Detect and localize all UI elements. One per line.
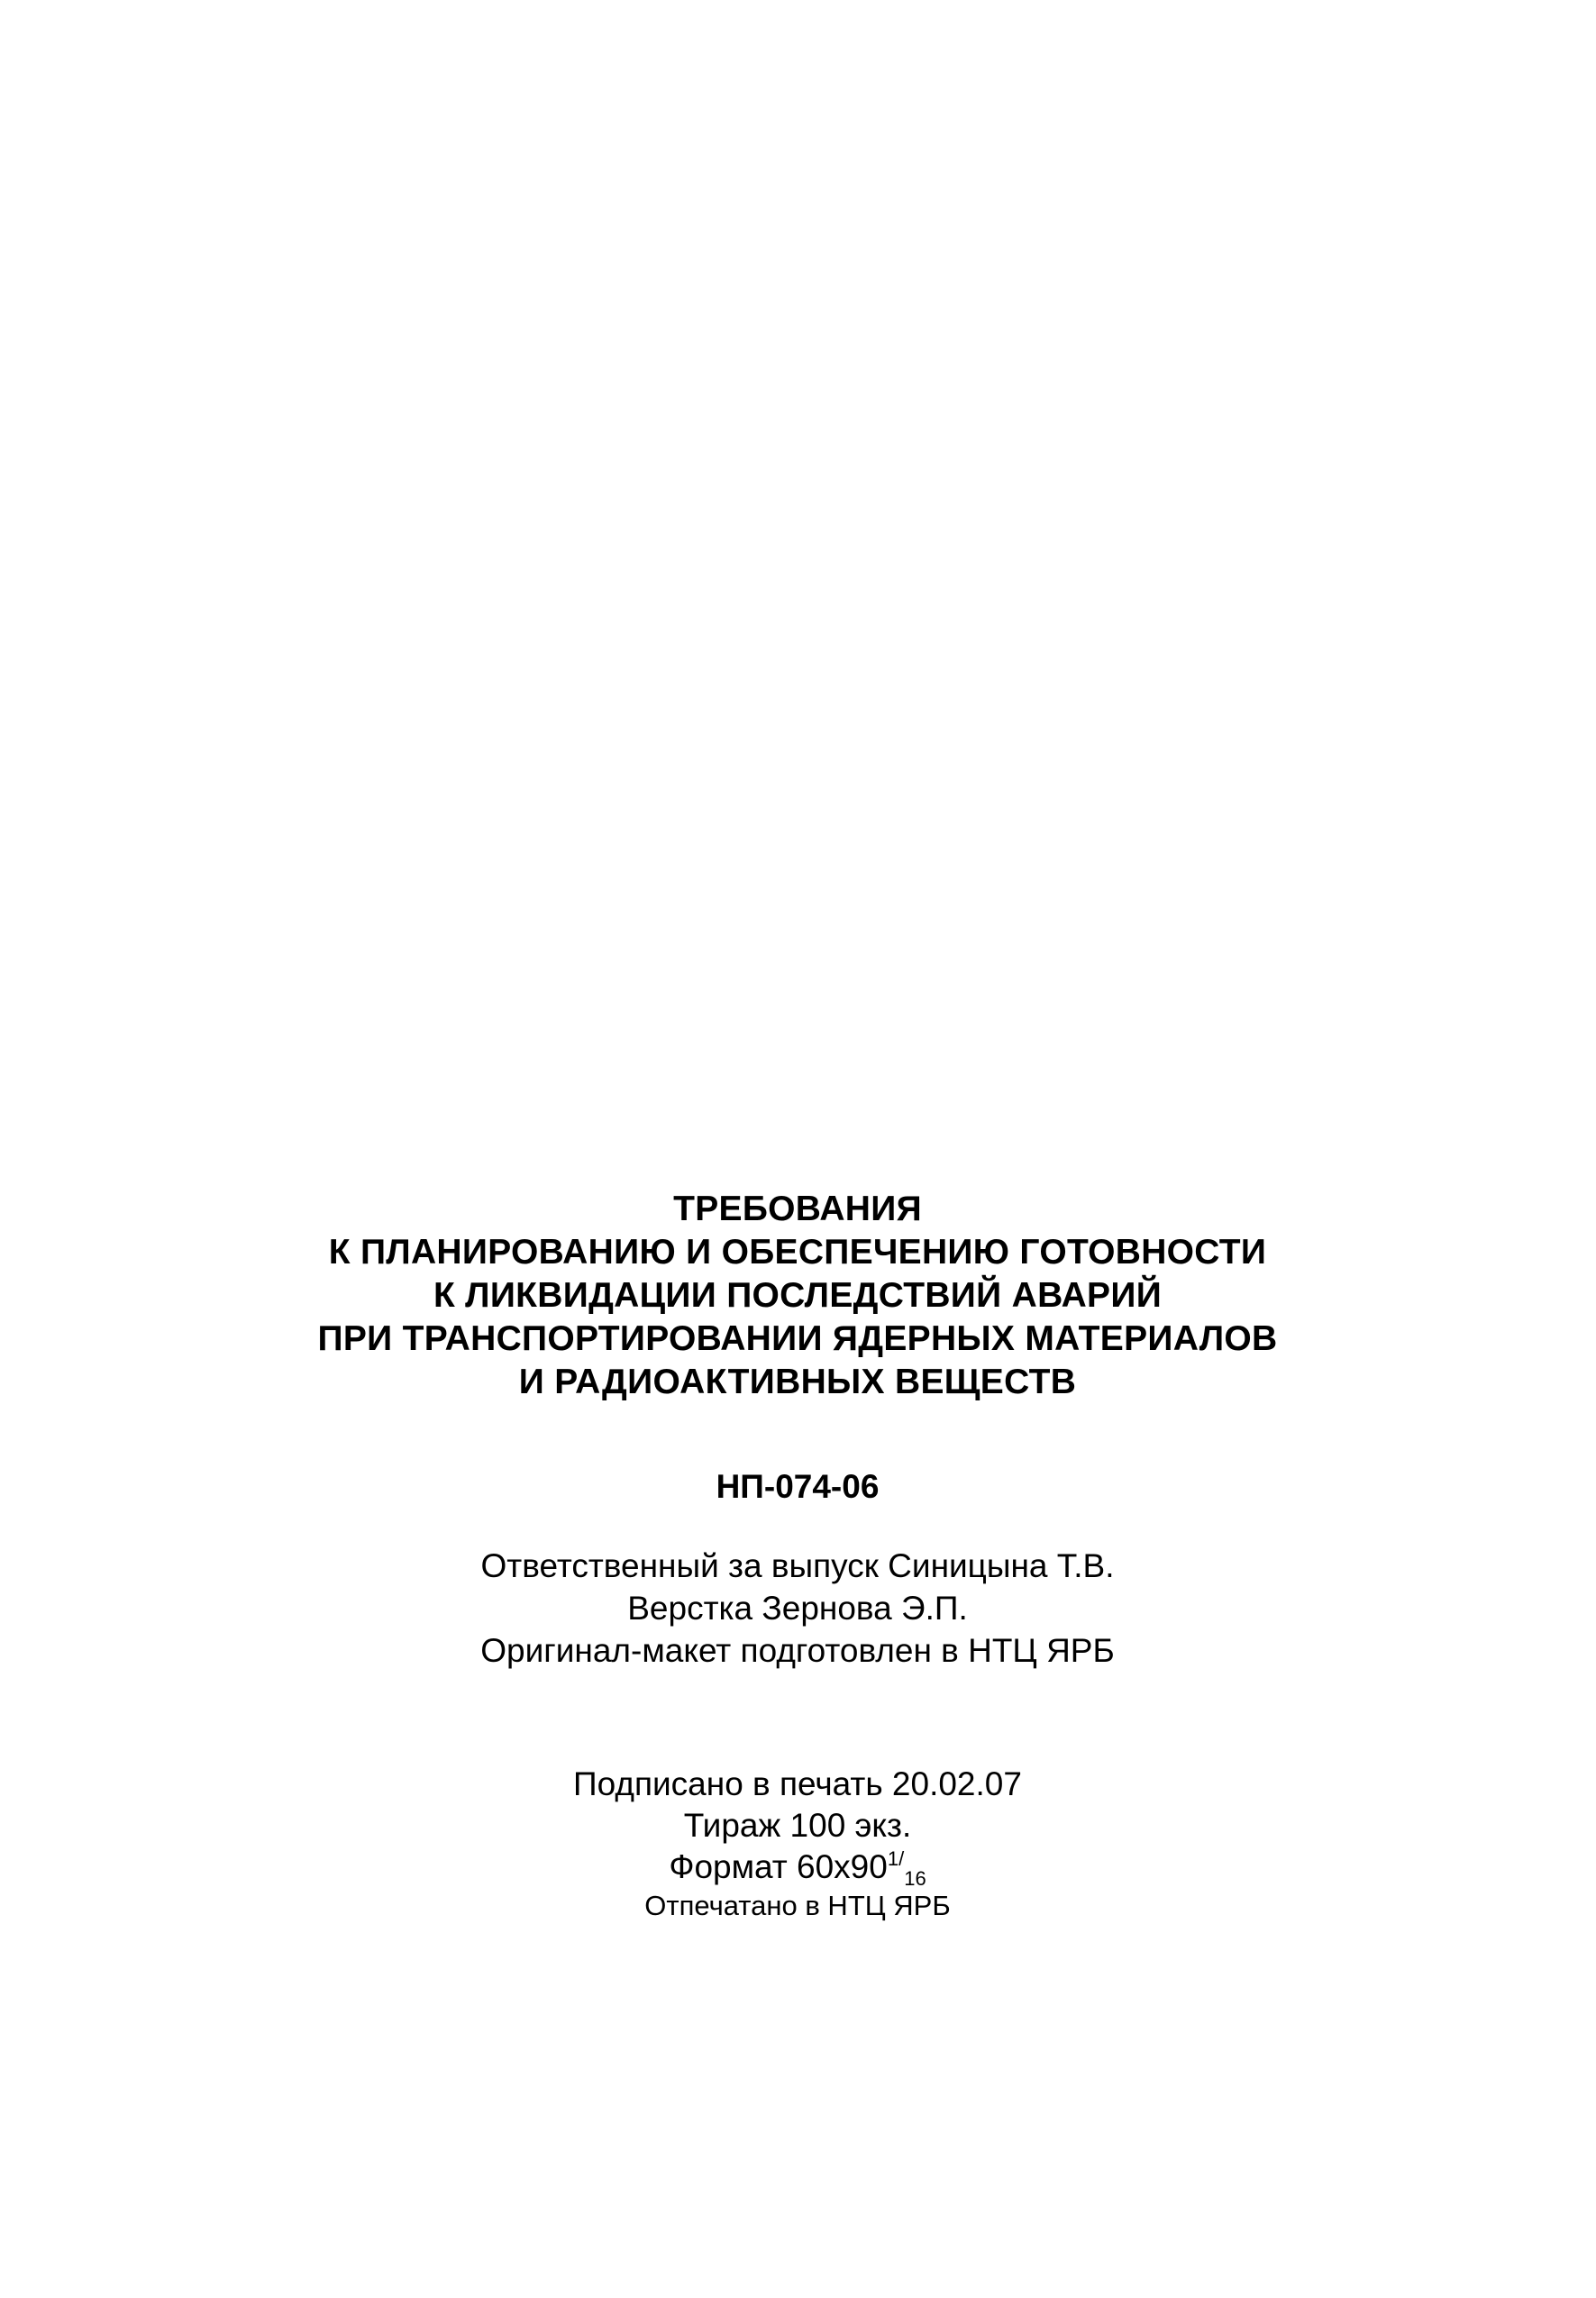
format-superscript: 1/ <box>887 1847 905 1870</box>
format-line <box>482 1847 1113 1888</box>
document-code: НП-074-06 <box>716 1468 880 1505</box>
title-line: ТРЕБОВАНИЯ <box>673 1190 922 1228</box>
title-line: К ЛИКВИДАЦИИ ПОСЛЕДСТВИЙ АВАРИЙ <box>433 1276 1163 1315</box>
title-line: К ПЛАНИРОВАНИЮ И ОБЕСПЕЧЕНИЮ ГОТОВНОСТИ <box>328 1233 1267 1272</box>
original-layout-line: Оригинал-макет подготовлен в НТЦ ЯРБ <box>480 1632 1115 1669</box>
printed-at-line: Отпечатано в НТЦ ЯРБ <box>644 1890 951 1921</box>
credits-block <box>347 1545 1248 1672</box>
title-line: И РАДИОАКТИВНЫХ ВЕЩЕСТВ <box>518 1363 1077 1401</box>
title-line: ПРИ ТРАНСПОРТИРОВАНИИ ЯДЕРНЫХ МАТЕРИАЛОВ <box>317 1319 1278 1358</box>
responsible-line: Ответственный за выпуск Синицына Т.В. <box>480 1547 1115 1584</box>
format-label: Формат 60х90 <box>669 1848 888 1885</box>
layout-line: Верстка Зернова Э.П. <box>627 1590 968 1627</box>
signed-date-line: Подписано в печать 20.02.07 <box>573 1765 1022 1802</box>
document-title <box>234 1188 1361 1404</box>
imprint-block <box>482 1764 1113 1924</box>
print-run-line: Тираж 100 экз. <box>683 1807 912 1844</box>
format-subscript: 16 <box>904 1867 926 1890</box>
